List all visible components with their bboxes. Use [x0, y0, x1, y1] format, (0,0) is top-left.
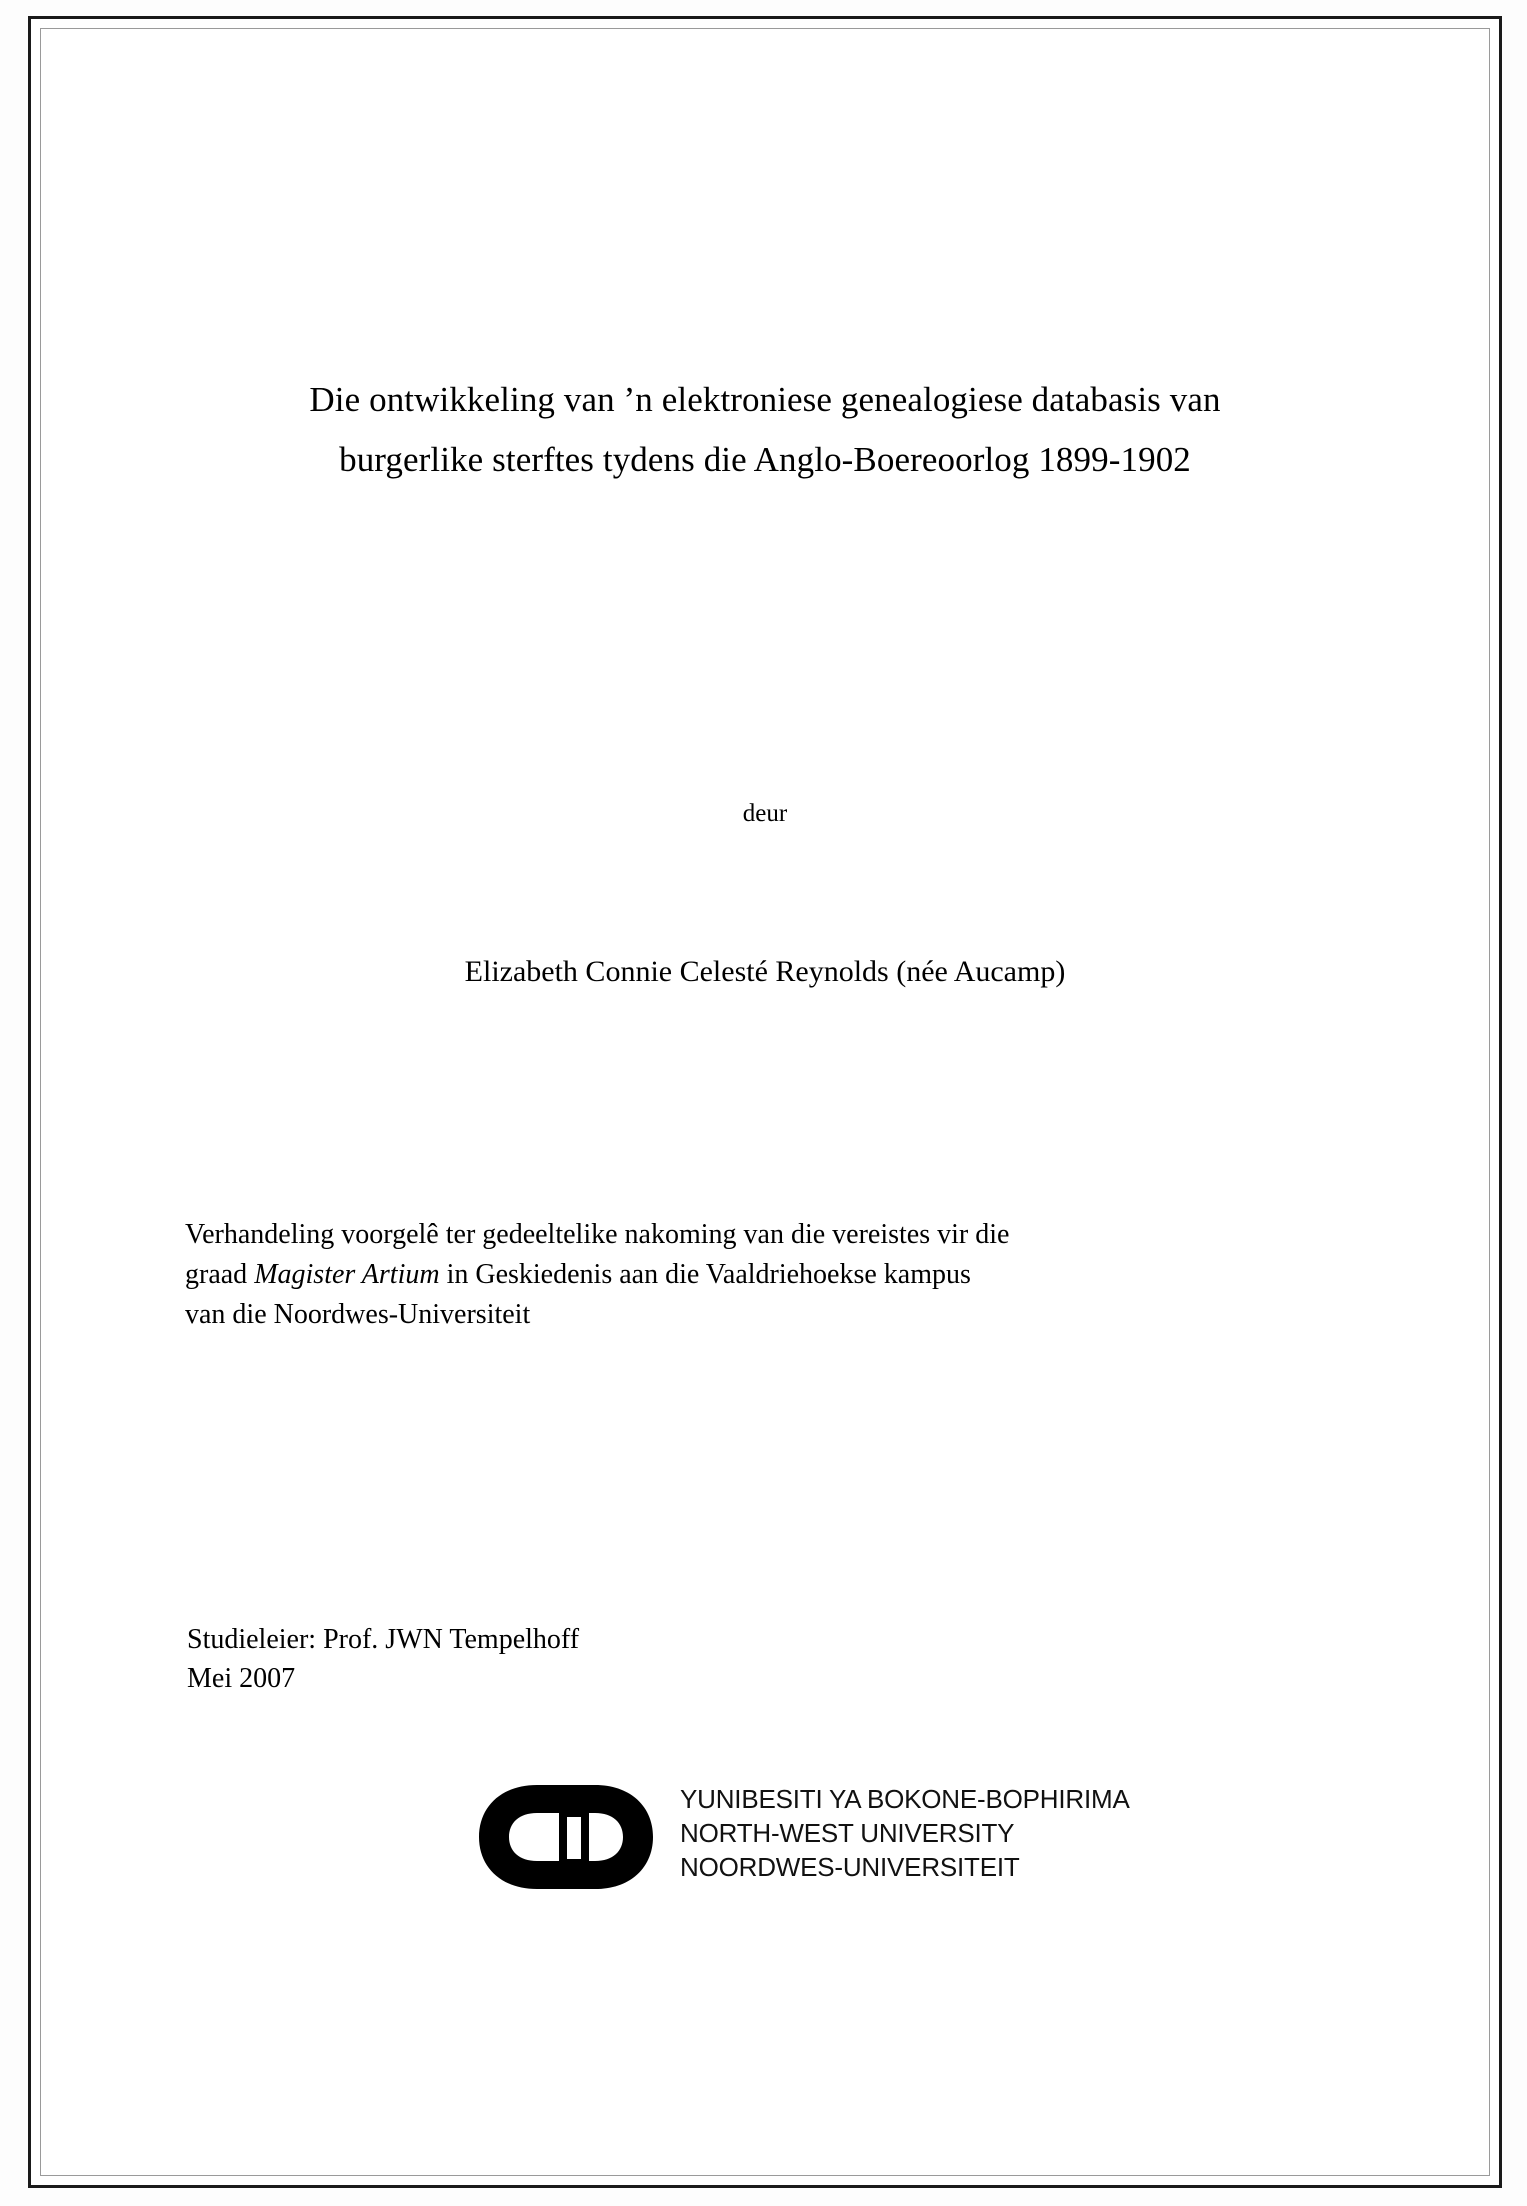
supervisor-and-date — [187, 1620, 579, 1698]
logo-text-line-1: YUNIBESITI YA BOKONE-BOPHIRIMA — [680, 1784, 1130, 1814]
page-title — [185, 370, 1345, 490]
by-label: deur — [742, 800, 788, 827]
degree-statement-line-1: Verhandeling voorgelê ter gedeeltelike nakoming van die vereistes vir die — [185, 1219, 1010, 1250]
degree-statement — [185, 1215, 1333, 1334]
degree-statement-line-3: van die Noordwes-Universiteit — [185, 1298, 531, 1330]
title-page-content — [185, 0, 1345, 2206]
degree-name-italic: Magister Artium — [254, 1258, 440, 1290]
north-west-university-logo-icon — [475, 1781, 675, 1893]
logo-text-line-2: NORTH-WEST UNIVERSITY — [680, 1817, 1015, 1848]
degree-statement-line-2-post: in Geskiedenis aan die Vaaldriehoekse kampus — [439, 1258, 971, 1290]
title-line-1: Die ontwikkeling van ’n elektroniese genealogiese databasis van — [309, 380, 1221, 419]
author-name: Elizabeth Connie Celesté Reynolds (née Aucamp) — [464, 955, 1066, 988]
degree-statement-line-2-pre: graad — [185, 1258, 255, 1290]
logo-text-line-3: NOORDWES-UNIVERSITEIT — [680, 1851, 1020, 1882]
university-logo-block — [475, 1775, 1155, 1905]
title-line-2: burgerlike sterftes tydens die Anglo-Boereoorlog 1899-1902 — [339, 440, 1191, 480]
degree-statement-line-2 — [185, 1255, 1333, 1295]
date-line: Mei 2007 — [187, 1663, 296, 1695]
supervisor-line: Studieleier: Prof. JWN Tempelhoff — [187, 1624, 580, 1655]
university-logo-text — [680, 1783, 1130, 1884]
